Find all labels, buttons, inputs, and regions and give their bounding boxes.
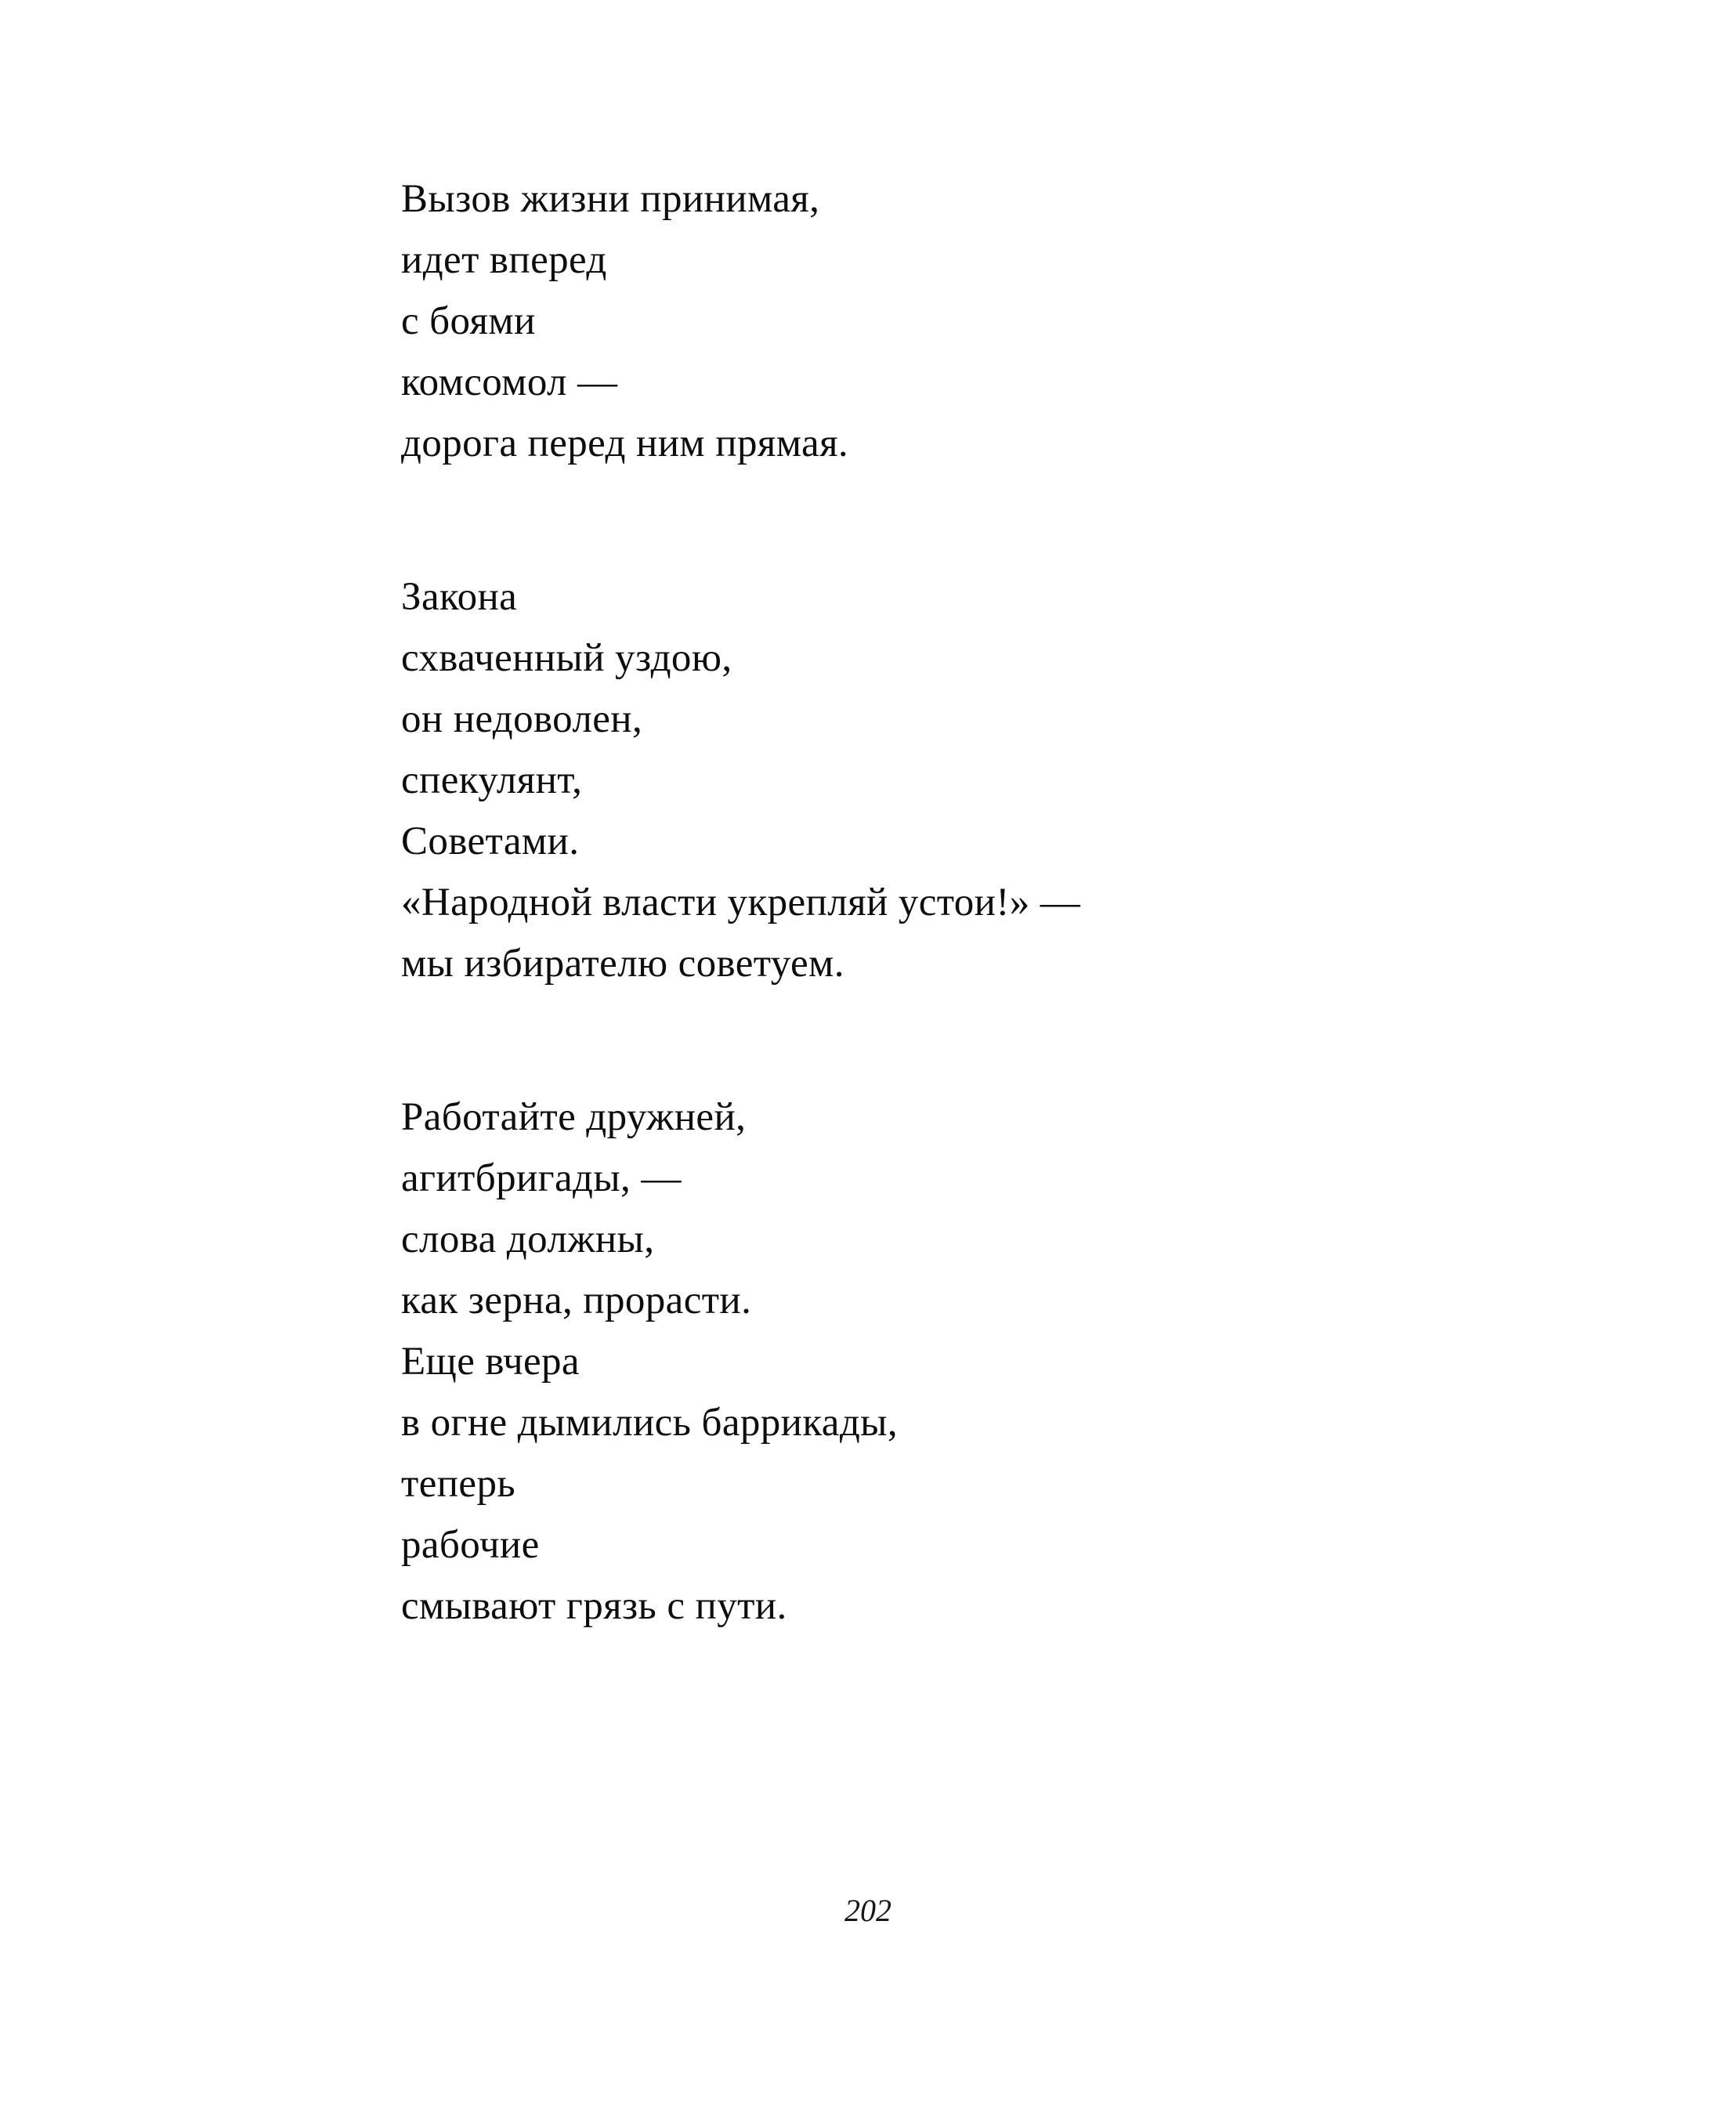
page-number: 202 xyxy=(844,1893,892,1928)
poem-line: схваченный уздою, xyxy=(401,636,732,680)
poem-line: Вызов жизни принимая, xyxy=(401,177,820,221)
poem-line: он недоволен, xyxy=(401,697,643,741)
poem-line: идет вперед xyxy=(401,238,607,282)
poem-line: теперь xyxy=(401,1462,516,1506)
poem-line: Советами. xyxy=(401,819,580,863)
poem-line: Работайте дружней, xyxy=(401,1095,747,1139)
poem-line: дорога перед ним прямая. xyxy=(401,421,849,465)
poem-line: как зерна, прорасти. xyxy=(401,1279,752,1322)
poem-line: комсомол — xyxy=(401,360,618,404)
poem-line: Еще вчера xyxy=(401,1340,580,1384)
poem-line: с боями xyxy=(401,299,536,343)
poem-line: «Народной власти укрепляй устои!» — xyxy=(401,881,1081,924)
poem-line: спекулянт, xyxy=(401,758,583,802)
poem-line: агитбригады, — xyxy=(401,1156,682,1200)
stanza xyxy=(401,1087,1576,1637)
poem-line: слова должны, xyxy=(401,1217,655,1261)
poem-line: мы избирателю советуем. xyxy=(401,942,844,986)
poem-line: смывают грязь с пути. xyxy=(401,1584,787,1628)
stanza xyxy=(401,566,1576,994)
poem-line: Закона xyxy=(401,575,518,619)
stanza xyxy=(401,168,1576,474)
poem-body xyxy=(401,168,1576,1637)
poem-line: в огне дымились баррикады, xyxy=(401,1401,898,1445)
poem-line: рабочие xyxy=(401,1523,540,1567)
